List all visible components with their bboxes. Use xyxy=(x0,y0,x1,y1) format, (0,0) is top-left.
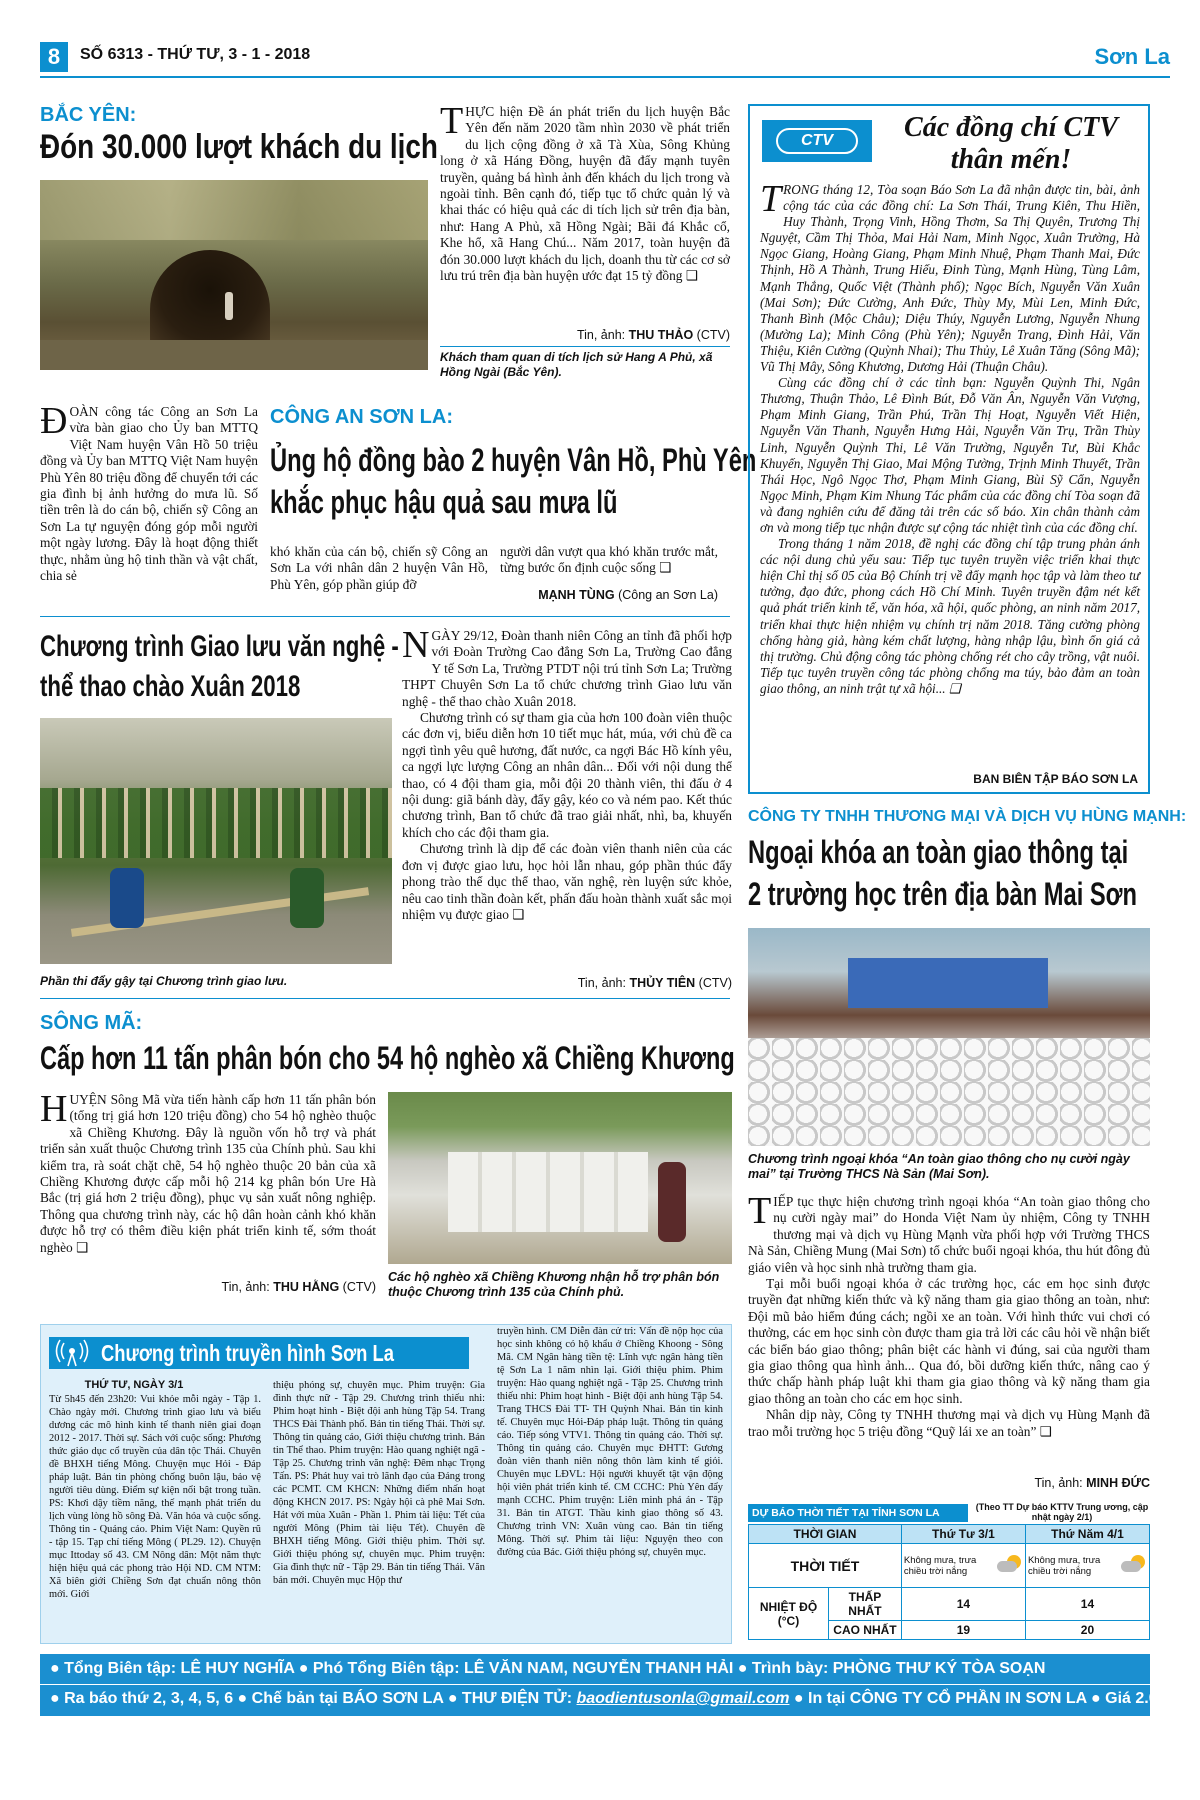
body-text: Tại mỗi buổi ngoại khóa ở các trường học, các em học sinh được truyền đạt những kiến thức và kỹ năng tham gia giao thông an toàn, như: Đội mũ bảo hiểm đúng cách; ngồi xe an toàn. Với hình thức vui chơi có thưởng, các em học sinh còn được tham gia trả lời các câu hỏi về nhận biết các biển báo giao thông; phân biệt các hành vi đúng, sai của người tham gia giao thông qua hình ảnh... Qua đó, bồi dưỡng kiến thức, nâng cao ý thức chấp hành pháp luật khi tham gia giao thông và kỹ năng tham gia giao thông an toàn cho các em học sinh. xyxy=(748,1276,1150,1406)
stage-banner xyxy=(848,958,1048,1008)
body-text: Trong tháng 1 năm 2018, đề nghị các đồng chí tập trung phản ánh các nội dung chủ yếu sau: Tiếp tục tuyên truyền việc triển khai thực hiện Chỉ thị số 05 của Bộ Chính trị về đẩy mạnh học tập và làm theo tư tưởng, đạo đức, phong cách Hồ Chí Minh. Tuyên truyền đậm nét kết quả phát triển kinh tế, văn hóa, xã hội, quốc phòng, an ninh năm 2017, triển khai thực hiện nhiệm vụ chính trị năm 2018. Tăng cường phòng chống hàng giả, hàng kém chất lượng, hàng nhập lậu, bình ổn giá cả thị trường. Chủ động công tác phòng chống rét cho cây trồng, vật nuôi. Tiếp tục tuyên truyền công tác phòng chống ma túy, bảo đảm an toàn giao thông, an ninh trật tự xã hội... ❑ xyxy=(760,536,1140,696)
weather-day1-cell xyxy=(901,1544,1025,1588)
weather-box xyxy=(748,1504,1150,1644)
weather-row-label: THỜI TIẾT xyxy=(749,1544,902,1588)
drop-cap: T xyxy=(440,100,464,142)
weather-table xyxy=(748,1524,1150,1640)
crowd xyxy=(40,788,392,858)
headline: Cấp hơn 11 tấn phân bón cho 54 hộ nghèo xã Chiềng Khương xyxy=(40,1040,735,1076)
section-divider xyxy=(40,616,730,617)
player-right xyxy=(290,868,324,928)
body-text: IẾP tục thực hiện chương trình ngoại khóa “An toàn giao thông cho nụ cười ngày mai” do Honda Việt Nam ủy nhiệm, Công ty TNHH thương mại và dịch vụ Hùng Mạnh vừa phối hợp với Trường THCS Nà Sản, Chiềng Mung (Mai Sơn) tổ chức buổi ngoại khóa, thu hút đông đủ giáo viên và học sinh nhà trường tham gia. xyxy=(748,1194,1150,1275)
weather-title: DỰ BÁO THỜI TIẾT TẠI TỈNH SƠN LA xyxy=(748,1504,968,1522)
ground xyxy=(40,340,428,370)
visitor-figure xyxy=(225,292,233,320)
article-body-col3: người dân vượt qua khó khăn trước mắt, từng bước ổn định cuộc sống ❑ xyxy=(500,544,718,576)
byline xyxy=(40,1280,376,1294)
credit-name: THU THẢO xyxy=(628,328,694,342)
body-text: Cùng các đồng chí ở các tỉnh bạn: Nguyễn Quỳnh Thi, Ngân Thương, Thuận Thảo, Lê Đình Bút, Đỗ Văn Ân, Nguyễn Văn Vượng, Phạm Minh Giang, Trần Phú, Trần Thị Hoạt, Nguyễn Viết Hiện, Nguyễn Văn Thanh, Nguyễn Hưng Hải, Nguyễn Văn Trụ, Trần Thùy Linh, Nguyễn Quỳnh Thi, Lê Văn Trường, Nguyễn Tư, Bùi Khắc Khuyến, Nguyễn Thị Giao, Mai Mộng Tường, Trịnh Minh Thuyết, Trần Thái Học, Ngô Ngọc Thơ, Phạm Minh Giang, Bùi Sỹ Cẩn, Nguyễn Ngọc Minh, Phạm Kim Nhung Tác phẩm của các đồng chí Tòa soạn đã và đang nghiên cứu để đăng tải trên các số báo. Xin chân thành cảm ơn và mong tiếp tục nhận được sự cộng tác nhiệt tình của các đồng chí. xyxy=(760,375,1140,535)
cave-photo xyxy=(40,180,428,370)
header-rule xyxy=(40,76,1170,78)
kicker: BẮC YÊN: xyxy=(40,104,137,126)
body-text: HỰC hiện Đề án phát triển du lịch huyện Bắc Yên đến năm 2020 tầm nhìn 2030 về phát triển du lịch cộng đồng ở xã Tà Xùa, Sông Khủng long ở xã Háng Đồng, huyện đã đẩy mạnh tuyên truyền, quảng bá hình ảnh đến khách du lịch trong và ngoài tỉnh. Bên cạnh đó, tiếp tục tổ chức quản lý và khai thác có hiệu quả các di tích lịch sử trên địa bàn, như: Hang A Phủ, xã Hồng Ngài; Bãi đá Khắc cổ, Khe hổ, xã Hang Chú... Năm 2017, toàn huyện đã đón 30.000 lượt khách du lịch, doanh thu từ các cơ sở lưu trú trên địa bàn huyện ước đạt 15 tỷ đồng ❑ xyxy=(440,104,730,284)
kicker: CÔNG TY TNHH THƯƠNG MẠI VÀ DỊCH VỤ HÙNG MẠNH: xyxy=(748,808,1187,825)
masthead-footer xyxy=(40,1654,1186,1716)
weather-header-day1: Thứ Tư 3/1 xyxy=(901,1525,1025,1544)
credit-prefix: Tin, ảnh: xyxy=(221,1280,270,1294)
weather-low-day1: 14 xyxy=(901,1588,1025,1621)
article-body xyxy=(440,100,730,284)
weather-desc: Không mưa, trưa chiều trời nắng xyxy=(1027,1554,1101,1577)
fertilizer-bags xyxy=(448,1152,648,1232)
weather-header-day2: Thứ Năm 4/1 xyxy=(1025,1525,1149,1544)
photo-caption: Phần thi đẩy gậy tại Chương trình giao lưu. xyxy=(40,974,288,988)
footer-email-link[interactable]: baodientusonla@gmail.com xyxy=(576,1690,790,1707)
footer-separator xyxy=(40,1684,1150,1685)
article-body-col1 xyxy=(40,400,258,584)
weather-high-label: CAO NHẤT xyxy=(829,1621,902,1640)
body-text: OÀN công tác Công an Sơn La vừa bàn giao cho Ủy ban MTTQ Việt Nam huyện Vân Hồ 50 triệu đồng và Ủy ban MTTQ Việt Nam huyện Phù Yên 80 triệu đồng để chuyển tới các gia đình bị ảnh hưởng do mưa lũ. Số tiền trên là do cán bộ, chiến sỹ Công an Sơn La tự nguyện đóng góp mỗi người một ngày lương. Đây là hoạt động thiết thực, nhằm ủng hộ tinh thần và vật chất, chia sẻ xyxy=(40,404,258,584)
credit-suffix: (CTV) xyxy=(696,328,730,342)
byline xyxy=(440,328,730,342)
credit-prefix: Tin, ảnh: xyxy=(1034,1476,1083,1490)
kicker: SÔNG MÃ: xyxy=(40,1012,143,1034)
ctv-title-line2: thân mến! xyxy=(950,144,1072,175)
photo-caption: Chương trình ngoại khóa “An toàn giao thông cho nụ cười ngày mai” tại Trường THCS Nà Sản (Mai Sơn). xyxy=(748,1152,1130,1181)
body-text: Chương trình có sự tham gia của hơn 100 đoàn viên thuộc các đơn vị, biểu diễn hơn 10 tiết mục hát, múa, với chủ đề ca ngợi tình yêu quê hương, đất nước, ca ngợi Bác Hồ kính yêu, ca ngợi lực lượng Công an nhân dân... Đối với nội dung thể thao, có 4 đội tham gia, mỗi đội 20 thành viên, thi đấu ở 4 nội dung: giã bánh dày, đẩy gậy, kéo co và ném pao. Kết thúc chương trình, Ban tổ chức đã trao giải nhất, nhì, ba, khuyến khích cho các đội tham gia. xyxy=(402,710,732,840)
weather-high-day1: 19 xyxy=(901,1621,1025,1640)
byline xyxy=(402,976,732,990)
headline-line1: Ngoại khóa an toàn giao thông tại xyxy=(748,834,1129,870)
kicker: CÔNG AN SƠN LA: xyxy=(270,406,453,428)
drop-cap: H xyxy=(40,1088,68,1130)
section-name: Sơn La xyxy=(1094,44,1170,69)
cave-entrance xyxy=(150,250,270,350)
body-text: Nhân dịp này, Công ty TNHH thương mại và dịch vụ Hùng Mạnh đã trao mỗi trường học 5 triệu đồng “Quỹ lái xe an toàn” ❑ xyxy=(748,1407,1150,1439)
weather-desc: Không mưa, trưa chiều trời nắng xyxy=(903,1554,977,1577)
weather-day2-cell xyxy=(1025,1544,1149,1588)
drop-cap: T xyxy=(748,1190,772,1232)
body-text: UYỆN Sông Mã vừa tiến hành cấp hơn 11 tấn phân bón (tổng trị giá hơn 120 triệu đồng) cho 54 hộ nghèo thuộc xã Chiềng Khương. Đây là nguồn vốn hỗ trợ và phát triển sản xuất thuộc Chương trình 135 của Chính phủ. Sau khi kiểm tra, rà soát chặt chẽ, 54 hộ nghèo thuộc 20 bản của xã Chiềng Khương được cấp mỗi hộ 214 kg phân bón Ure Hà Bắc (trị giá hơn 2 triệu đồng), phục vụ sản xuất nông nghiệp. Thông qua chương trình này, các hộ dân hoàn cảnh khó khăn được hỗ trợ có thêm điều kiện phát triển kinh tế, sớm thoát nghèo ❑ xyxy=(40,1092,376,1255)
weather-low-day2: 14 xyxy=(1025,1588,1149,1621)
article-body xyxy=(40,1088,376,1256)
body-text: Chương trình là dịp để các đoàn viên thanh niên của các đơn vị được giao lưu, học hỏi lẫn nhau, góp phần thúc đẩy phong trào thể dục thể thao, văn nghệ, rèn luyện sức khỏe, nêu cao tinh thần đoàn kết, phấn đấu hoàn thành xuất sắc mọi nhiệm vụ được giao ❑ xyxy=(402,841,732,922)
event-photo xyxy=(40,718,392,964)
weather-header-time: THỜI GIAN xyxy=(749,1525,902,1544)
drop-cap: T xyxy=(760,178,782,220)
credit-suffix: (CTV) xyxy=(698,976,732,990)
body-text: RONG tháng 12, Tòa soạn Báo Sơn La đã nhận được tin, bài, ảnh cộng tác của các đồng chí: La Sơn Thái, Trung Kiên, Thu Hiền, Huy Thành, Trọng Vinh, Hồng Thơm, Sa Thị Quyên, Trương Thị Nguyệt, Cầm Thị Thỏa, Mai Hải Nam, Minh Ngọc, Xuân Trường, Hà Ngọc Giang, Hoàng Giang, Phạm Minh Nhuệ, Phạm Thanh Mai, Đức Thịnh, Hồ A Thành, Trung Hiếu, Đinh Tùng, Mạnh Hùng, Tùng Lâm, Mạnh Thắng, Quốc Việt (Thành phố); Ngọc Bích, Nguyễn Văn Xuân (Mai Sơn); Đức Cường, Anh Đức, Thùy My, Mùi Len, Minh Đức, Thanh Bình (Mộc Châu); Diệu Thúy, Nguyễn Lương, Nguyễn Nhung (Mường La); Minh Công (Phù Yên); Nguyễn Trang, Đình Hải, Văn Thiệu, Kiên Cường (Quỳnh Nhai); Thu Thủy, Lê Xuân Tăng (Sông Mã); Vũ Thị Mây, Sông Khương, Dương Hải (Thuận Châu). xyxy=(760,182,1140,375)
rock-texture xyxy=(40,180,428,240)
weather-high-day2: 20 xyxy=(1025,1621,1149,1640)
farmer-figure xyxy=(658,1162,686,1242)
ctv-body xyxy=(760,178,1140,697)
photo-caption: Các hộ nghèo xã Chiềng Khương nhận hỗ trợ phân bón thuộc Chương trình 135 của Chính phủ. xyxy=(388,1270,720,1299)
credit-prefix: Tin, ảnh: xyxy=(576,328,626,342)
ctv-signature: BAN BIÊN TẬP BÁO SƠN LA xyxy=(973,772,1138,786)
audience-helmets xyxy=(748,1038,1150,1146)
footer-editors: ● Tổng Biên tập: LÊ HUY NGHĨA ● Phó Tổng Biên tập: LÊ VĂN NAM, NGUYỄN THANH HẢI ● Trình bày: PHÒNG THƯ KÝ TÒA SOẠN xyxy=(50,1660,1046,1677)
sun-cloud-icon xyxy=(997,1555,1023,1573)
tv-title-bar xyxy=(49,1337,469,1369)
byline xyxy=(748,1476,1150,1490)
tv-title: Chương trình truyền hình Sơn La xyxy=(101,1340,394,1366)
tv-column-3: truyền hình. CM Diễn đàn cử tri: Vấn đề nộp học của học sinh không có hộ khẩu ở Chiềng Khoong - Sông Mã. CM Ngân hàng tiền tệ: Lĩnh vực ngân hàng tiền tệ Sơn La 1 năm nhìn lại. Giới thiệu phim. Phim truyện: Hào quang nghiệt ngã - Tập 25. Chương trình thiếu nhi: Phim hoạt hình - Biệt đội anh hùng Tập 54. Trang THCS Đài TT- TH Quỳnh Nhai. Bản tin kinh tế. Chuyên mục Hỏi-Đáp pháp luật. Thông tin quảng cáo. Tiếp sóng VTV1. Thông tin quảng cáo. Thời sự. Thông tin quảng cáo. Chuyên mục ĐHTT: Gương đoàn viên thanh niên nông thôn làm kinh tế giỏi. Chuyên mục LĐVL: Hội người khuyết tật vận động hội viên phát triển kinh tế. CM CCHC: Phù Yên đẩy mạnh CCHC. Phim truyện: Liên minh phá án - Tập 31. Bản tin ATGT. Thầu kinh giao thông số 43. Chương trình VN: Xuân vùng cao. Bản tin tiếng Mông. Thời sự. Phim tài liệu: Nguyện theo con đường của Bác. Giới thiệu phóng sự, chuyên mục. xyxy=(497,1326,723,1558)
article-body xyxy=(748,1190,1150,1440)
credit-prefix: Tin, ảnh: xyxy=(577,976,626,990)
headline-line2: 2 trường học trên địa bàn Mai Sơn xyxy=(748,876,1137,912)
section-divider xyxy=(40,998,730,999)
drop-cap: Đ xyxy=(40,400,68,442)
antenna-icon xyxy=(55,1339,89,1367)
page-number: 8 xyxy=(40,42,68,72)
tv-column-1: Từ 5h45 đến 23h20: Vui khỏe mỗi ngày - Tập 1. Chào ngày mới. Chương trình giao lưu và biểu dương các mô hình kinh tế thanh niên giai đoạn 2012 - 2017. Thời sự. Sách với cuộc sống: Phương thức giáo dục cổ truyền của dân tộc Thái. Chuyên đề BHXH tiếng Mông. Chuyện mục Hỏi - Đáp pháp luật. Bản tin phòng chống buôn lậu, bảo vệ người tiêu dùng. Điểm sự kiện nổi bật trong tuần. PS: Khơi dậy tiềm năng, thế mạnh phát triển du lịch vùng lòng hồ sông Đà. Văn hóa và cuộc sống. Thông tin - Quảng cáo. Phim Việt Nam: Quyền rũ - tập 15. Tạp chí tiếng Mông ( PL29. 12). Chuyện mục Ittoday số 43. CM Nông dân: Một năm thực hiện hiệu quả các phong trào Hội ND. CM NTM: Xã biên giới Chiềng Sơn đạt chuẩn nông thôn mới. Giới xyxy=(49,1394,261,1600)
credit-name: MẠNH TÙNG xyxy=(538,588,615,602)
tv-day: THỨ TƯ, NGÀY 3/1 xyxy=(84,1379,184,1391)
byline xyxy=(500,588,718,602)
headline: Đón 30.000 lượt khách du lịch xyxy=(40,128,438,166)
tv-schedule-box xyxy=(40,1324,732,1644)
photo-caption: Khách tham quan di tích lịch sử Hang A Phủ, xã Hồng Ngài (Bắc Yên). xyxy=(440,350,713,379)
article-body-col2: khó khăn của cán bộ, chiến sỹ Công an Sơn La với nhân dân 2 huyện Vân Hồ, Phù Yên, góp phần giúp đỡ xyxy=(270,544,488,592)
credit-name: THU HẰNG xyxy=(273,1280,340,1294)
issue-line: SỐ 6313 - THỨ TƯ, 3 - 1 - 2018 xyxy=(80,46,311,63)
footer-publishing xyxy=(50,1690,1186,1708)
body-text: GÀY 29/12, Đoàn thanh niên Công an tỉnh đã phối hợp với Đoàn Trường Cao đẳng Sơn La, Trường Cao đẳng Y tế Sơn La, Trường PTDT nội trú tỉnh Sơn La; Trường THPT Chuyên Sơn La tổ chức chương trình Giao lưu văn nghệ - thể thao chào Xuân 2018. xyxy=(402,628,732,709)
article-body xyxy=(402,624,732,923)
ctv-logo-icon xyxy=(762,120,872,162)
weather-temp-label: NHIỆT ĐỘ (°C) xyxy=(749,1588,829,1640)
footer-schedule: ● Ra báo thứ 2, 3, 4, 5, 6 ● Chế bản tại BÁO SƠN LA ● THƯ ĐIỆN TỬ: xyxy=(50,1690,573,1707)
caption-rule xyxy=(440,346,730,347)
fertilizer-photo xyxy=(388,1092,732,1264)
headline-line2: khắc phục hậu quả sau mưa lũ xyxy=(270,484,618,520)
headline-line1: Ủng hộ đồng bào 2 huyện Vân Hồ, Phù Yên xyxy=(270,442,757,478)
page-header xyxy=(40,38,1170,78)
credit-name: MINH ĐỨC xyxy=(1086,1476,1150,1490)
ctv-title-line1: Các đồng chí CTV xyxy=(904,112,1118,143)
school-event-photo xyxy=(748,928,1150,1146)
headline-line1: Chương trình Giao lưu văn nghệ - xyxy=(40,630,399,663)
ctv-letter-box xyxy=(748,104,1150,794)
credit-suffix: (Công an Sơn La) xyxy=(618,588,718,602)
ctv-logo-text: CTV xyxy=(776,128,858,154)
credit-name: THỦY TIÊN xyxy=(629,976,696,990)
weather-low-label: THẤP NHẤT xyxy=(829,1588,902,1621)
headline-line2: thể thao chào Xuân 2018 xyxy=(40,670,301,703)
credit-suffix: (CTV) xyxy=(342,1280,376,1294)
footer-printing: ● In tại CÔNG TY CỔ PHẦN IN SƠN LA ● Giá 2.000đ xyxy=(793,1690,1186,1707)
player-left xyxy=(110,868,144,928)
tv-column-2: thiệu phóng sự, chuyên mục. Phim truyện: Gia đình thực nữ - Tập 29. Chương trình thiếu nhi: Phim hoạt hình - Biệt đội anh hùng Tập 54. Trang THCS Đài Thành phố. Bản tin tiếng Thái. Thời sự. Thông tin quảng cáo, Giới thiệu chương trình. Bản tin Thể thao. Phim truyện: Hào quang nghiệt ngã - Tập 25. Chương trình văn nghệ: Đêm nhạc Trọng Tấn. PS: Phát huy vai trò lãnh đạo của Đảng trong các PCMT. CM KHCN: Những điểm nhấn hoạt động KHCN 2017. PS: Ngày hội cà phê Mai Sơn. Hát với mùa Xuân - Phần 1. Phim tài liệu: Tết của người Mông (Phim tài liệu Tết). Chuyên đề BHXH tiếng Mông. Giới thiệu phim. Thời sự. Giới thiệu phóng sự, chuyên mục. Phim truyện: Gia đình thực nữ - Tập 29. Bản tin tiếng Thái. Văn bản mới. Chuyên mục Hộp thư xyxy=(273,1380,485,1586)
drop-cap: N xyxy=(402,624,430,666)
sun-cloud-icon xyxy=(1121,1555,1147,1573)
weather-source: (Theo TT Dự báo KTTV Trung ương, cập nhật ngày 2/1) xyxy=(975,1502,1149,1522)
